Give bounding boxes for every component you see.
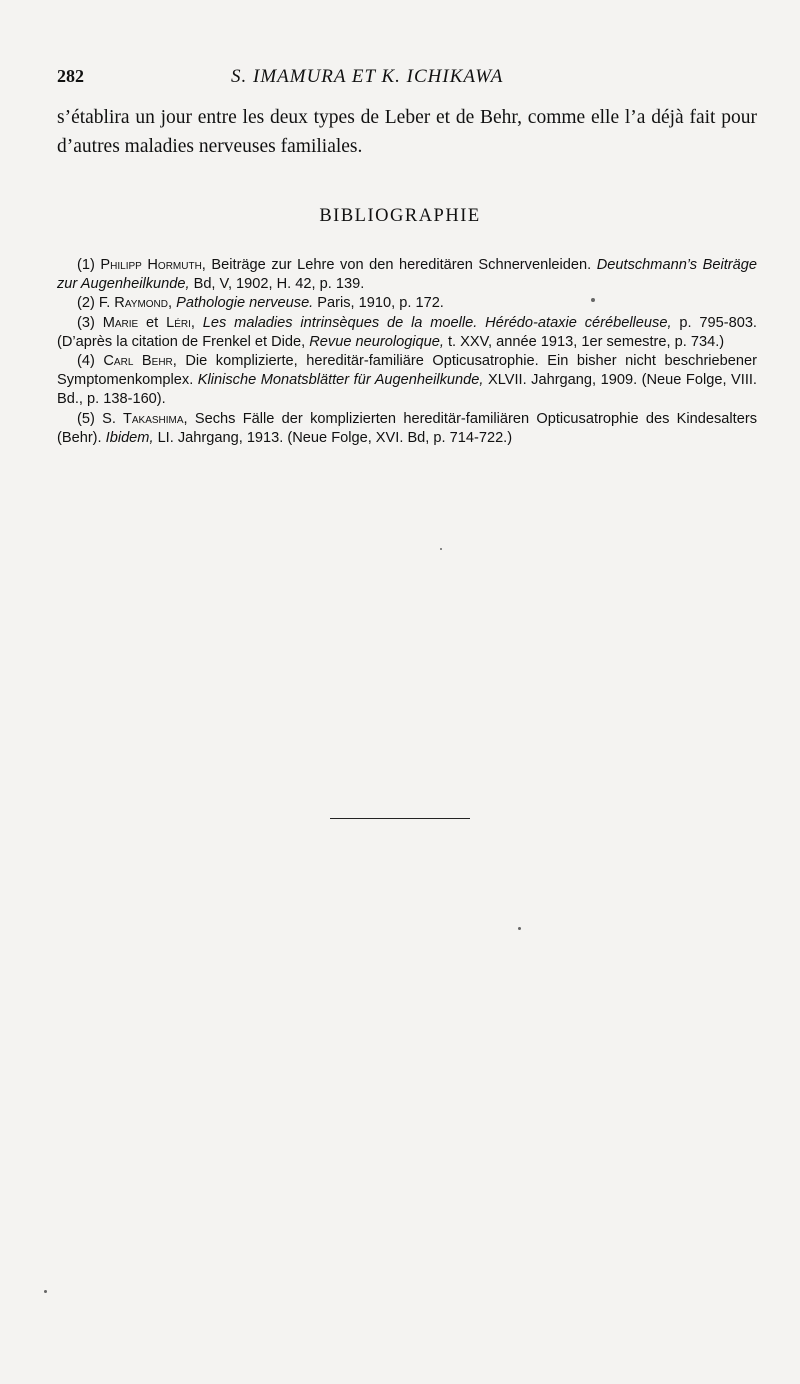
bibliography-entry-2 <box>57 294 757 313</box>
entry-author: F. Raymond, <box>98 295 173 312</box>
entry-number: (2) <box>77 295 95 312</box>
bibliography-entry-4 <box>57 352 757 410</box>
print-speck <box>440 548 442 550</box>
running-title: S. IMAMURA ET K. ICHIKAWA <box>231 66 504 87</box>
running-head <box>57 66 757 92</box>
end-rule-divider <box>330 818 470 819</box>
print-speck <box>518 927 521 930</box>
entry-author: Philipp Hormuth, <box>100 257 206 273</box>
entry-work-title: Ibidem, <box>105 429 154 446</box>
print-speck <box>44 1290 47 1293</box>
entry-text: et <box>138 314 167 331</box>
entry-text: XLVII. Jahrgang, 1909. (Neue Folge, VIII. Bd., p. 138-160). <box>57 372 757 408</box>
page-number: 282 <box>57 66 84 86</box>
entry-author: Marie <box>102 314 139 331</box>
entry-text: Die komplizierte, hereditär-familiäre Opticusatrophie. Ein bisher nicht beschriebener Symptomenkomplex. <box>57 353 757 389</box>
bibliography-entry-1 <box>57 256 757 294</box>
print-speck <box>591 298 595 302</box>
entry-text: t. XXV, année 1913, 1er semestre, p. 734.) <box>443 333 725 350</box>
entry-text: Bd, V, 1902, H. 42, p. 139. <box>189 276 365 293</box>
entry-text: Beiträge zur Lehre von den hereditären Schnervenleiden. <box>205 257 597 273</box>
bibliography-entry-3 <box>57 314 757 352</box>
entry-journal-title: Revue neurologique, <box>309 333 444 350</box>
entry-work-title: Les maladies intrinsèques de la moelle. Hérédo-ataxie cérébelleuse, <box>202 314 672 331</box>
entry-number: (4) <box>77 353 95 370</box>
entry-author-second: Léri, <box>166 314 195 331</box>
entry-text: LI. Jahrgang, 1913. (Neue Folge, XVI. Bd, p. 714-722.) <box>153 429 513 446</box>
entry-number: (5) <box>77 410 95 427</box>
entry-text: p. 795-803. (D’après la citation de Frenkel et Dide, <box>57 314 757 350</box>
entry-author: Carl Behr, <box>103 353 177 370</box>
entry-work-title: Deutschmann’s Beiträge zur Augenheilkunde, <box>57 257 757 293</box>
entry-work-title: Pathologie nerveuse. <box>176 295 314 312</box>
entry-text: Paris, 1910, p. 172. <box>313 295 444 312</box>
entry-text <box>195 315 203 331</box>
entry-author: S. Takashima, <box>102 410 188 427</box>
bibliography-list <box>57 256 757 448</box>
section-title: BIBLIOGRAPHIE <box>319 206 481 226</box>
entry-work-title: Klinische Monatsblätter für Augenheilkunde, <box>197 372 484 389</box>
entry-number: (1) <box>77 257 95 273</box>
entry-number: (3) <box>77 314 95 331</box>
entry-text: Sechs Fälle der komplizierten hereditär-familiären Opticusatrophie des Kindesalters (Behr). <box>57 410 757 446</box>
intro-text: s’établira un jour entre les deux types de Leber et de Behr, comme elle l’a déjà fait pour d’autres maladies nerveuses familiales. <box>57 107 757 157</box>
intro-paragraph <box>57 103 757 161</box>
bibliography-entry-5 <box>57 410 757 448</box>
